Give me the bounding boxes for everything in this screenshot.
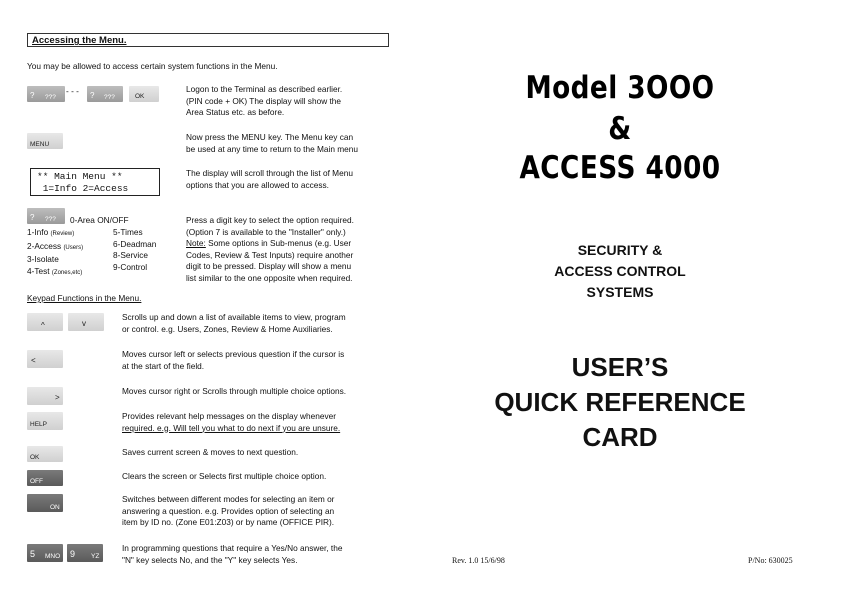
nine-key: 9 YZ xyxy=(67,544,103,562)
keypad-heading: Keypad Functions in the Menu. xyxy=(27,293,142,303)
ok-text: Saves current screen & moves to next question. xyxy=(122,447,299,457)
right-key: > xyxy=(27,387,63,405)
left-text: Moves cursor left or selects previous question if the cursor is at the start of the field. xyxy=(122,349,345,371)
lcd-display: ** Main Menu ** 1=Info 2=Access xyxy=(30,168,160,196)
option-area: 0-Area ON/OFF xyxy=(70,215,129,225)
on-key: ON xyxy=(27,494,63,512)
on-text: Switches between different modes for selecting an item or answering a question. e.g. Provides option of selecting an item by ID no. (Zone E01:Z03) or by name (OFFICE PIR). xyxy=(122,494,335,527)
question-key-1: ? ??? xyxy=(27,86,65,102)
off-text: Clears the screen or Selects first multiple choice option. xyxy=(122,471,327,481)
dashes: - - - xyxy=(66,86,79,96)
menu-text: Now press the MENU key. The Menu key can be used at any time to return to the Main menu xyxy=(186,132,359,154)
menu-key: MENU xyxy=(27,133,63,149)
down-key: v xyxy=(68,313,104,331)
question-key-2: ? ??? xyxy=(87,86,123,102)
options-col-1: 1-Info (Review) 2-Access (Users) 3-Isolate 4-Test (Zones,etc) xyxy=(27,227,84,276)
revision: Rev. 1.0 15/6/98 xyxy=(452,556,505,565)
model-line: Model 3OOO xyxy=(525,70,715,106)
help-text: Provides relevant help messages on the display whenever required. e.g. Will tell you what to do next if you are unsure. xyxy=(122,411,341,433)
title-block xyxy=(480,70,760,186)
help-key: HELP xyxy=(27,412,63,430)
question-key-3: ? ??? xyxy=(27,208,65,224)
off-key: OFF xyxy=(27,470,63,486)
five-key: 5 MNO xyxy=(27,544,63,562)
logon-text: Logon to the Terminal as described earlier. (PIN code + OK) The display will show the Area Status etc. as before. xyxy=(186,84,343,117)
access-line: ACCESS 4000 xyxy=(519,150,721,186)
yesno-text: In programming questions that require a Yes/No answer, the "N" key selects No, and the "Y" key selects Yes. xyxy=(122,543,343,565)
lcd-text: The display will scroll through the list of Menu options that you are allowed to access. xyxy=(186,168,353,190)
scroll-text: Scrolls up and down a list of available items to view, program or control. e.g. Users, Zones, Review & Home Auxiliaries. xyxy=(122,312,346,334)
left-key: < xyxy=(27,350,63,368)
part-number: P/No: 630025 xyxy=(748,556,793,565)
up-key: ^ xyxy=(27,313,63,331)
ok-key: OK xyxy=(27,446,63,462)
right-text: Moves cursor right or Scrolls through multiple choice options. xyxy=(122,386,347,396)
card-title: USER’S QUICK REFERENCE CARD xyxy=(494,352,746,452)
subtitle: SECURITY & ACCESS CONTROL SYSTEMS xyxy=(554,242,686,300)
ok-key-logon: OK xyxy=(129,86,159,102)
section-heading: Accessing the Menu. xyxy=(27,33,389,47)
options-text: Press a digit key to select the option required. (Option 7 is available to the "Installer" only.) Note: Some options in Sub-menus (e.g. User Codes, Review & Test Inputs) require another digit to be pressed. Display will show a menu list similar to the one opposite when required. xyxy=(186,215,354,283)
intro-text: You may be allowed to access certain system functions in the Menu. xyxy=(27,61,278,71)
options-col-2: 5-Times 6-Deadman 8-Service 9-Control xyxy=(113,227,157,272)
ampersand: & xyxy=(608,111,632,147)
